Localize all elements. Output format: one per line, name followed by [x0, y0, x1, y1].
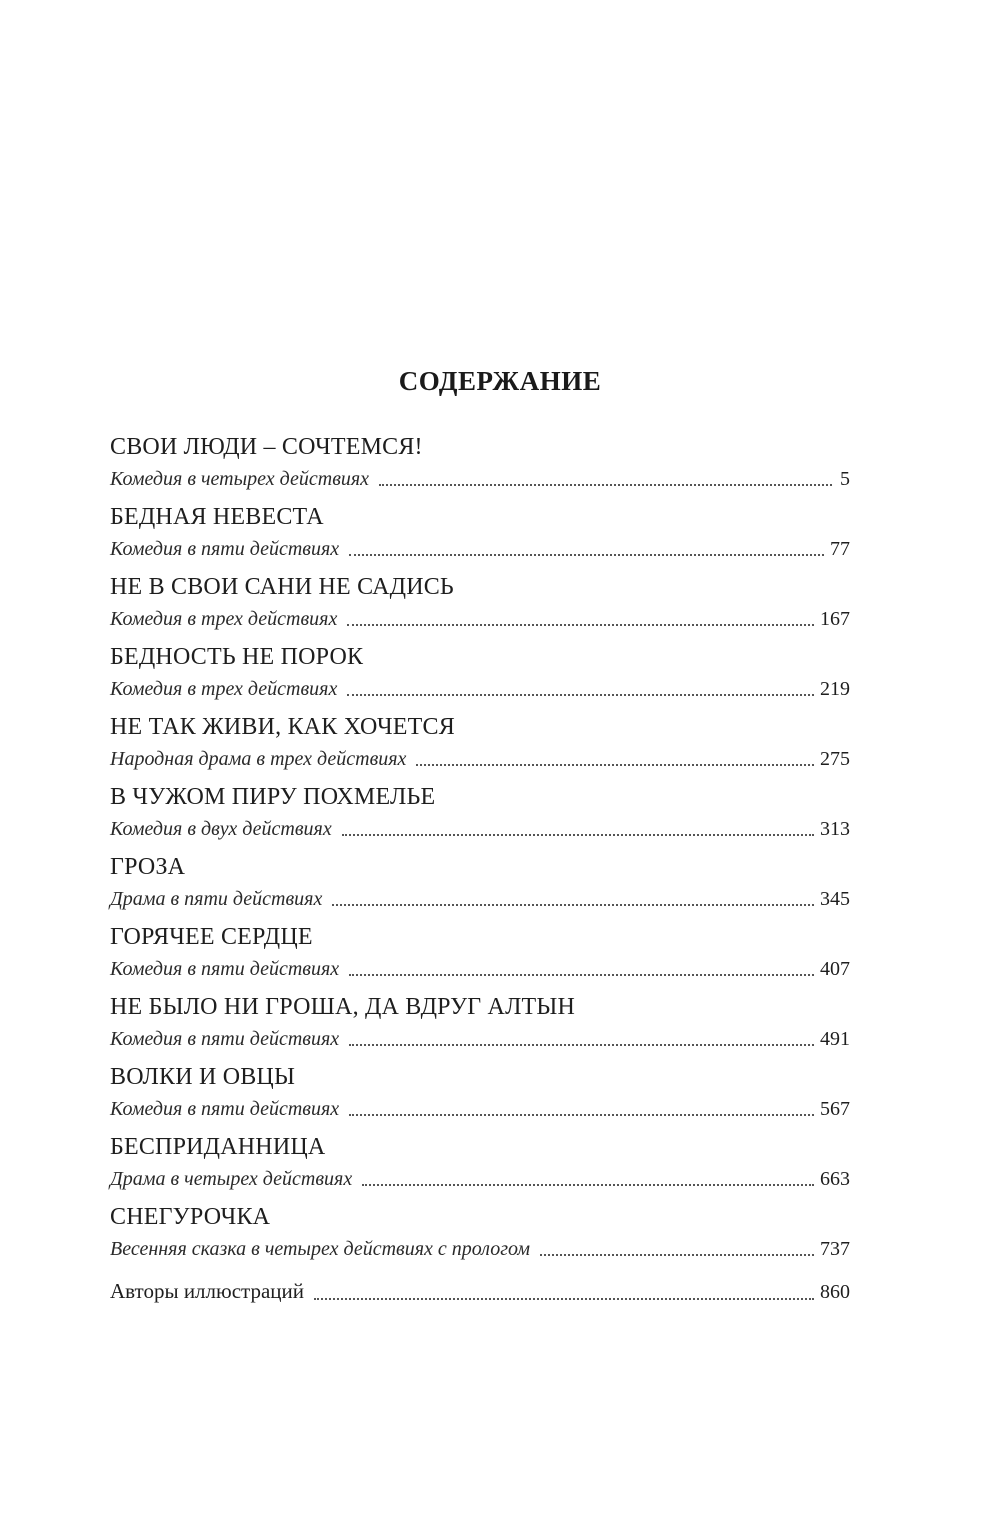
entry-subtitle: Комедия в пяти действиях	[110, 1028, 340, 1050]
entry-title: НЕ В СВОИ САНИ НЕ САДИСЬ	[110, 574, 454, 600]
dot-leader	[349, 974, 814, 976]
dot-leader	[332, 904, 814, 906]
entry-subtitle: Комедия в пяти действиях	[110, 538, 340, 560]
entry-title: БЕСПРИДАННИЦА	[110, 1134, 326, 1160]
page-number: 491	[820, 1028, 850, 1050]
toc-entry[interactable]	[110, 502, 850, 572]
page-number: 219	[820, 678, 850, 700]
dot-leader	[349, 1044, 814, 1046]
dot-leader	[347, 694, 814, 696]
page-number: 567	[820, 1098, 850, 1120]
dot-leader	[379, 484, 832, 486]
footer-label: Авторы иллюстраций	[110, 1279, 304, 1303]
dot-leader	[349, 1114, 814, 1116]
entry-subtitle: Драма в пяти действиях	[110, 888, 323, 910]
page-number: 313	[820, 818, 850, 840]
dot-leader	[362, 1184, 814, 1186]
entry-subtitle: Драма в четырех действиях	[110, 1168, 353, 1190]
entry-title: СВОИ ЛЮДИ – СОЧТЕМСЯ!	[110, 434, 423, 460]
toc-entry[interactable]	[110, 1202, 850, 1272]
page-number: 663	[820, 1168, 850, 1190]
dot-leader	[314, 1298, 814, 1300]
dot-leader	[349, 554, 824, 556]
toc-entry[interactable]	[110, 992, 850, 1062]
toc-entry[interactable]	[110, 1062, 850, 1132]
toc-list	[110, 432, 850, 1308]
entry-subtitle: Комедия в пяти действиях	[110, 1098, 340, 1120]
entry-title: ГРОЗА	[110, 854, 186, 880]
entry-title: НЕ БЫЛО НИ ГРОША, ДА ВДРУГ АЛТЫН	[110, 994, 576, 1020]
entry-subtitle: Комедия в трех действиях	[110, 678, 338, 700]
entry-subtitle: Комедия в четырех действиях	[110, 468, 370, 490]
entry-title: БЕДНОСТЬ НЕ ПОРОК	[110, 644, 364, 670]
toc-entry[interactable]	[110, 432, 850, 502]
dot-leader	[342, 834, 814, 836]
entry-subtitle: Комедия в двух действиях	[110, 818, 332, 840]
dot-leader	[416, 764, 814, 766]
entry-row	[110, 954, 850, 984]
dot-leader	[347, 624, 814, 626]
entry-row	[110, 604, 850, 634]
entry-row	[110, 814, 850, 844]
entry-title: В ЧУЖОМ ПИРУ ПОХМЕЛЬЕ	[110, 784, 436, 810]
entry-title: НЕ ТАК ЖИВИ, КАК ХОЧЕТСЯ	[110, 714, 455, 740]
toc-entry[interactable]	[110, 712, 850, 782]
entry-subtitle: Весенняя сказка в четырех действиях с прологом	[110, 1238, 531, 1260]
entry-subtitle: Комедия в трех действиях	[110, 608, 338, 630]
entry-row	[110, 884, 850, 914]
entry-title: БЕДНАЯ НЕВЕСТА	[110, 504, 324, 530]
page-number: 345	[820, 888, 850, 910]
page-number: 77	[830, 538, 850, 560]
entry-subtitle: Комедия в пяти действиях	[110, 958, 340, 980]
entry-row	[110, 1024, 850, 1054]
entry-row	[110, 744, 850, 774]
entry-title: ВОЛКИ И ОВЦЫ	[110, 1064, 296, 1090]
page-number: 275	[820, 748, 850, 770]
entry-row	[110, 674, 850, 704]
toc-entry[interactable]	[110, 852, 850, 922]
entry-title: ГОРЯЧЕЕ СЕРДЦЕ	[110, 924, 313, 950]
toc-entry[interactable]	[110, 572, 850, 642]
page-number: 860	[820, 1281, 850, 1303]
page-number: 5	[840, 468, 850, 490]
toc-entry[interactable]	[110, 922, 850, 992]
entry-row	[110, 464, 850, 494]
entry-title: СНЕГУРОЧКА	[110, 1204, 271, 1230]
entry-row	[110, 1164, 850, 1194]
toc-entry[interactable]	[110, 642, 850, 712]
page-number: 167	[820, 608, 850, 630]
entry-row	[110, 1234, 850, 1264]
entry-subtitle: Народная драма в трех действиях	[110, 748, 407, 770]
toc-footer-entry[interactable]	[110, 1274, 850, 1308]
entry-row	[110, 534, 850, 564]
toc-entry[interactable]	[110, 1132, 850, 1202]
dot-leader	[540, 1254, 814, 1256]
page-number: 737	[820, 1238, 850, 1260]
entry-row	[110, 1094, 850, 1124]
page-number: 407	[820, 958, 850, 980]
toc-entry[interactable]	[110, 782, 850, 852]
toc-heading: СОДЕРЖАНИЕ	[398, 366, 602, 396]
